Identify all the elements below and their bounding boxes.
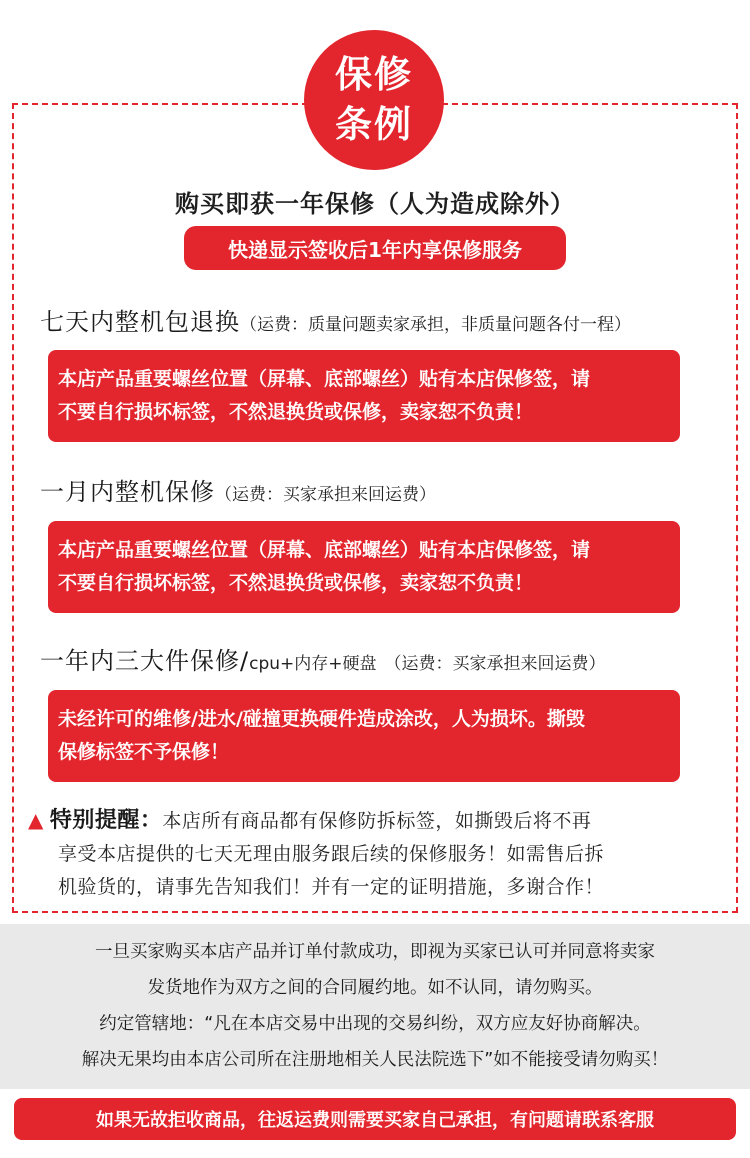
box-line: 本店产品重要螺丝位置（屏幕、底部螺丝）贴有本店保修签，请	[58, 539, 591, 561]
section-title-one-year	[40, 641, 606, 676]
notice-line: 约定管辖地：“凡在本店交易中出现的交易纠纷，双方应友好协商解决。	[99, 1014, 651, 1034]
notice-line: 一旦买家购买本店产品并订单付款成功，即视为买家已认可并同意将卖家	[95, 942, 655, 962]
section-title-text: 一月内整机保修	[40, 478, 215, 506]
notice-line: 解决无果均由本店公司所在注册地相关人民法院选下”如不能接受请勿购买！	[81, 1050, 669, 1070]
section-title-one-month	[40, 472, 436, 507]
warning-triangle-icon: ▲	[28, 808, 44, 832]
notice-line: 发货地作为双方之间的合同履约地。如不认同，请勿购买。	[147, 978, 603, 998]
dashed-frame	[12, 103, 738, 913]
bottom-bar: 如果无故拒收商品，往返运费则需要买家自己承担，有问题请联系客服	[14, 1098, 736, 1140]
badge-line-2: 条例	[335, 103, 413, 146]
section-title-text: 一年内三大件保修/	[40, 647, 250, 675]
reminder-label: 特别提醒：	[49, 808, 163, 833]
section-title-text: 七天内整机包退换	[40, 308, 240, 336]
headline: 购买即获一年保修（人为造成除外）	[175, 190, 575, 218]
section-note: （运费：买家承担来回运费）	[384, 654, 606, 674]
box-line: 不要自行损坏标签，不然退换货或保修，卖家恕不负责！	[58, 572, 534, 594]
box-line: 本店产品重要螺丝位置（屏幕、底部螺丝）贴有本店保修签，请	[58, 368, 591, 390]
section-note: （运费：买家承担来回运费）	[215, 485, 436, 505]
section-title-seven-days	[40, 302, 631, 337]
section-title-small: cpu+内存+硬盘	[249, 654, 377, 674]
badge-line-1: 保修	[335, 53, 413, 96]
box-line: 保修标签不予保修！	[58, 741, 230, 763]
section-note: （运费：质量问题卖家承担，非质量问题各付一程）	[240, 315, 631, 335]
warranty-badge	[304, 30, 444, 170]
reminder-line: 本店所有商品都有保修防拆标签，如撕毁后将不再	[162, 810, 592, 832]
subhead-pill: 快递显示签收后1年内享保修服务	[184, 226, 566, 270]
section-box-seven-days	[48, 350, 680, 442]
special-reminder	[28, 804, 718, 904]
section-box-one-year	[48, 690, 680, 782]
reminder-line: 机验货的，请事先告知我们！并有一定的证明措施，多谢合作！	[58, 876, 605, 898]
box-line: 不要自行损坏标签，不然退换货或保修，卖家恕不负责！	[58, 401, 534, 423]
box-line: 未经许可的维修/进水/碰撞更换硬件造成涂改，人为损坏。撕毁	[58, 708, 585, 730]
reminder-line: 享受本店提供的七天无理由服务跟后续的保修服务！如需售后拆	[58, 843, 605, 865]
legal-notice	[0, 924, 750, 1089]
section-box-one-month	[48, 521, 680, 613]
